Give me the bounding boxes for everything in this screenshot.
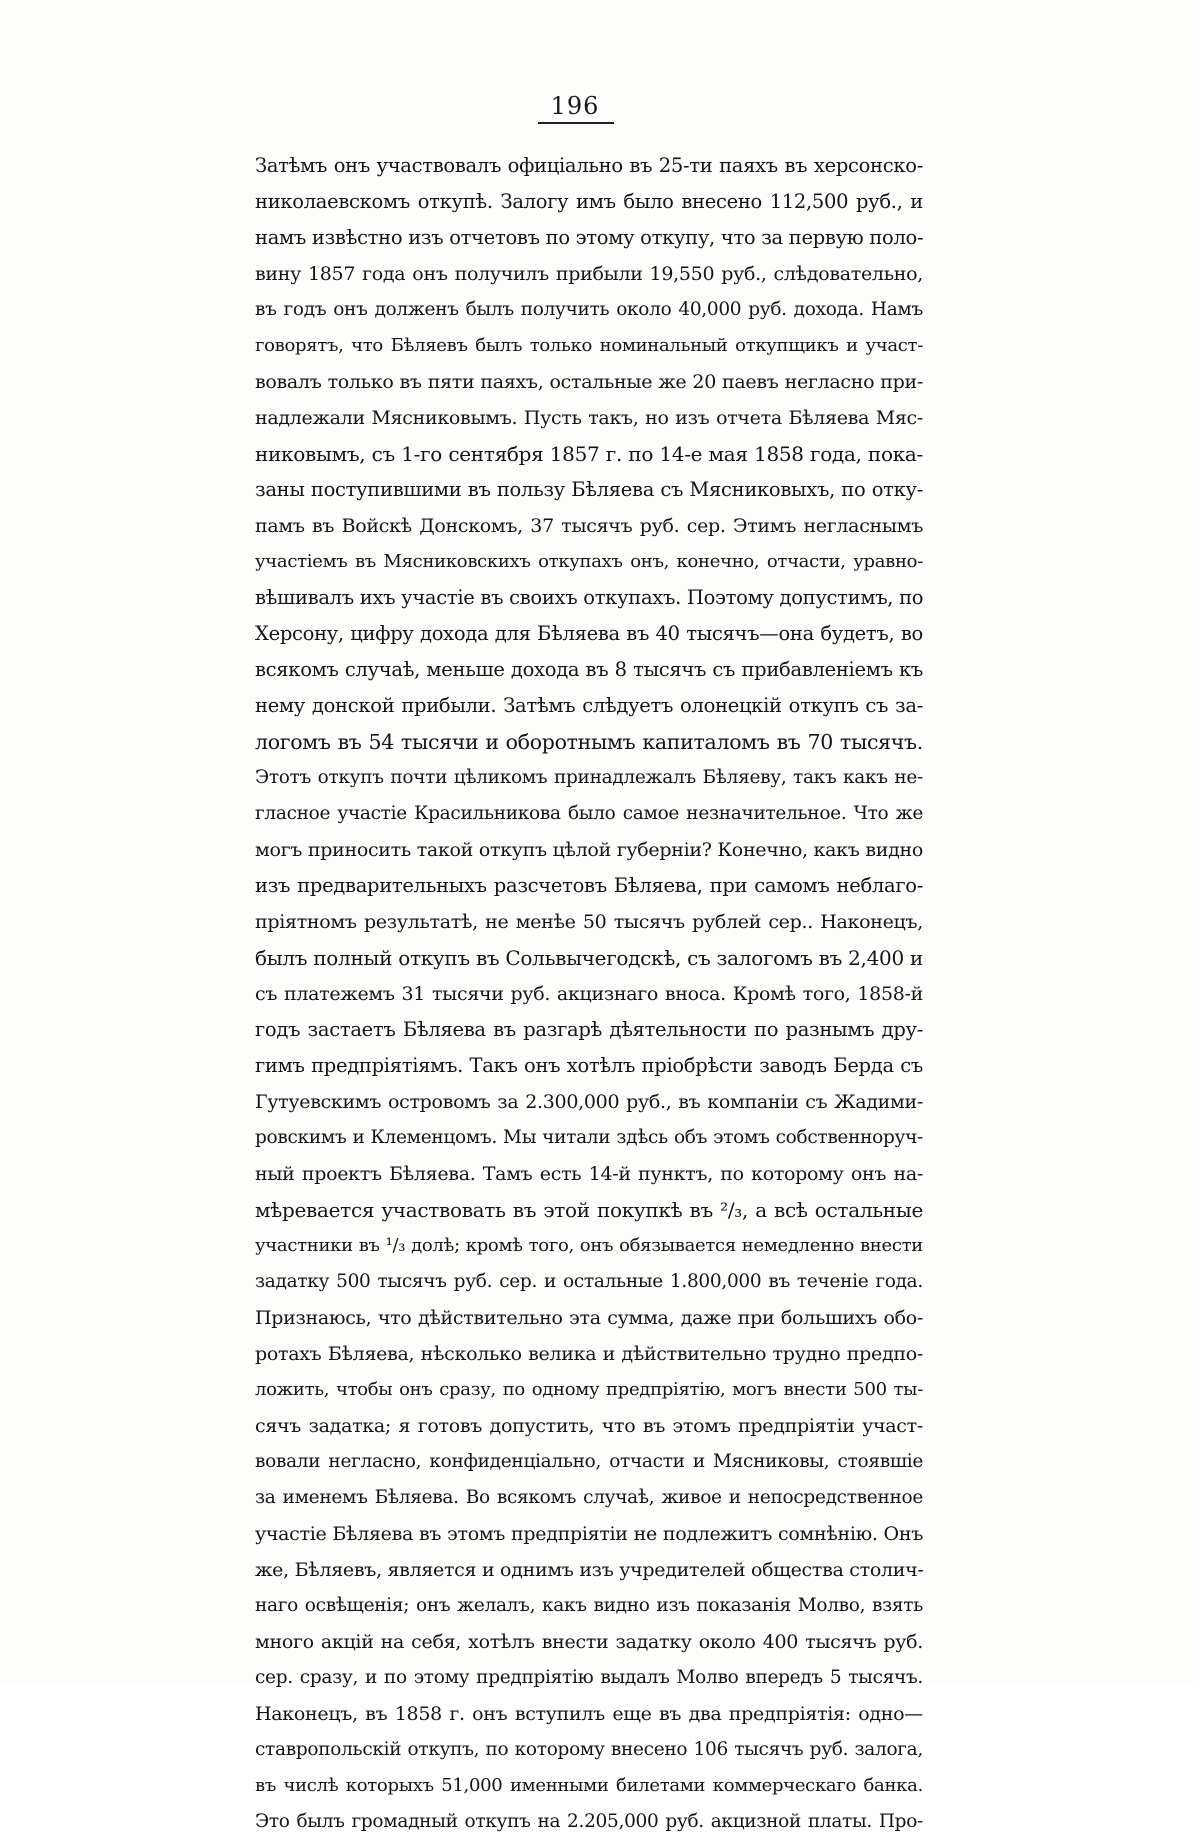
text-line: всякомъ случаѣ, меньше дохода въ 8 тысячъ съ прибавленіемъ къ <box>255 658 923 681</box>
text-line: же, Бѣляевъ, является и однимъ изъ учредителей общества столич- <box>255 1559 923 1581</box>
text-line: мѣревается участвовать въ этой покупкѣ въ ²/₃, а всѣ остальные <box>255 1198 923 1222</box>
text-line: Признаюсь, что дѣйствительно эта сумма, даже при большихъ обо- <box>255 1307 923 1329</box>
text-line: сячъ задатка; я готовъ допустить, что въ этомъ предпріятіи участ- <box>255 1415 923 1437</box>
text-line: Гутуевскимъ островомъ за 2.300,000 руб., въ компаніи съ Жадими- <box>255 1091 923 1113</box>
text-line: Затѣмъ онъ участвовалъ офиціально въ 25-ти паяхъ въ херсонско- <box>255 154 923 177</box>
text-line: участіе Бѣляева въ этомъ предпріятіи не подлежитъ сомнѣнію. Онъ <box>255 1523 923 1545</box>
text-line: гимъ предпріятіямъ. Такъ онъ хотѣлъ пріобрѣсти заводъ Берда съ <box>255 1054 923 1077</box>
text-line: нему донской прибыли. Затѣмъ слѣдуетъ олонецкій откупъ съ за- <box>255 694 923 717</box>
text-line: былъ полный откупъ въ Сольвычегодскѣ, съ залогомъ въ 2,400 и <box>255 946 923 970</box>
text-line: надлежали Мясниковымъ. Пусть такъ, но изъ отчета Бѣляева Мяс- <box>255 407 923 429</box>
text-line: участники въ ¹/₃ долѣ; кромѣ того, онъ обязывается немедленно внести <box>255 1235 923 1256</box>
text-line: участіемъ въ Мясниковскихъ откупахъ онъ, конечно, отчасти, уравно- <box>255 551 923 572</box>
text-line: ложить, чтобы онъ сразу, по одному предпріятію, могъ внести 500 ты- <box>255 1379 923 1400</box>
text-line: съ платежемъ 31 тысячи руб. акцизнаго вноса. Кромѣ того, 1858-й <box>255 983 923 1005</box>
text-line: вовалъ только въ пяти паяхъ, остальные же 20 паевъ негласно при- <box>255 371 923 393</box>
text-line: за именемъ Бѣляева. Во всякомъ случаѣ, живое и непосредственное <box>255 1487 923 1508</box>
text-line: Этотъ откупъ почти цѣликомъ принадлежалъ Бѣляеву, такъ какъ не- <box>255 767 923 788</box>
text-line: логомъ въ 54 тысячи и оборотнымъ капиталомъ въ 70 тысячъ. <box>255 730 923 754</box>
text-line: наго освѣщенія; онъ желалъ, какъ видно изъ показанія Молво, взять <box>255 1595 923 1616</box>
header-rule <box>538 122 614 124</box>
text-line: ный проектъ Бѣляева. Тамъ есть 14-й пунктъ, по которому онъ на- <box>255 1163 923 1185</box>
text-line: ставропольскій откупъ, по которому внесено 106 тысячъ руб. залога, <box>255 1739 923 1760</box>
page-number: 196 <box>550 92 600 120</box>
text-line: могъ приносить такой откупъ цѣлой губерніи? Конечно, какъ видно <box>255 839 923 861</box>
text-line: памъ въ Войскѣ Донскомъ, 37 тысячъ руб. сер. Этимъ негласнымъ <box>255 515 923 537</box>
text-line: Это былъ громадный откупъ на 2.205,000 руб. акцизной платы. Про- <box>255 1811 923 1832</box>
text-line: въ годъ онъ долженъ былъ получить около 40,000 руб. дохода. Намъ <box>255 299 923 320</box>
text-line: заны поступившими въ пользу Бѣляева съ Мясниковыхъ, по отку- <box>255 478 923 501</box>
text-line: Наконецъ, въ 1858 г. онъ вступилъ еще въ два предпріятія: одно— <box>255 1703 923 1725</box>
text-line: сер. сразу, и по этому предпріятію выдалъ Молво впередъ 5 тысячъ. <box>255 1667 923 1688</box>
body-text <box>255 148 923 1840</box>
text-line: много акцій на себя, хотѣлъ внести задатку около 400 тысячъ руб. <box>255 1631 923 1653</box>
text-line: изъ предварительныхъ разсчетовъ Бѣляева, при самомъ неблаго- <box>255 874 923 897</box>
text-line: годъ застаетъ Бѣляева въ разгарѣ дѣятельности по разнымъ дру- <box>255 1018 923 1041</box>
text-line: никовымъ, съ 1-го сентября 1857 г. по 14-е мая 1858 года, пока- <box>255 442 923 466</box>
text-line: гласное участіе Красильникова было самое незначительное. Что же <box>255 803 923 824</box>
text-line: Херсону, цифру дохода для Бѣляева въ 40 тысячъ—она будетъ, во <box>255 622 923 645</box>
text-line: намъ извѣстно изъ отчетовъ по этому откупу, что за первую поло- <box>255 226 923 249</box>
text-line: николаевскомъ откупѣ. Залогу имъ было внесено 112,500 руб., и <box>255 190 923 213</box>
text-line: говорятъ, что Бѣляевъ былъ только номинальный откупщикъ и участ- <box>255 335 923 356</box>
text-line: пріятномъ результатѣ, не менѣе 50 тысячъ рублей сер.. Наконецъ, <box>255 911 923 933</box>
text-line: вѣшивалъ ихъ участіе въ своихъ откупахъ. Поэтому допустимъ, по <box>255 586 923 609</box>
text-line: задатку 500 тысячъ руб. сер. и остальные 1.800,000 въ теченіе года. <box>255 1271 923 1292</box>
text-line: ровскимъ и Клеменцомъ. Мы читали здѣсь объ этомъ собственноруч- <box>255 1127 923 1148</box>
text-line: ротахъ Бѣляева, нѣсколько велика и дѣйствительно трудно предпо- <box>255 1343 923 1365</box>
text-line: вовали негласно, конфиденціально, отчасти и Мясниковы, стоявшіе <box>255 1451 923 1472</box>
text-line: въ числѣ которыхъ 51,000 именными билетами коммерческаго банка. <box>255 1775 923 1796</box>
text-line: вину 1857 года онъ получилъ прибыли 19,550 руб., слѣдовательно, <box>255 263 923 285</box>
